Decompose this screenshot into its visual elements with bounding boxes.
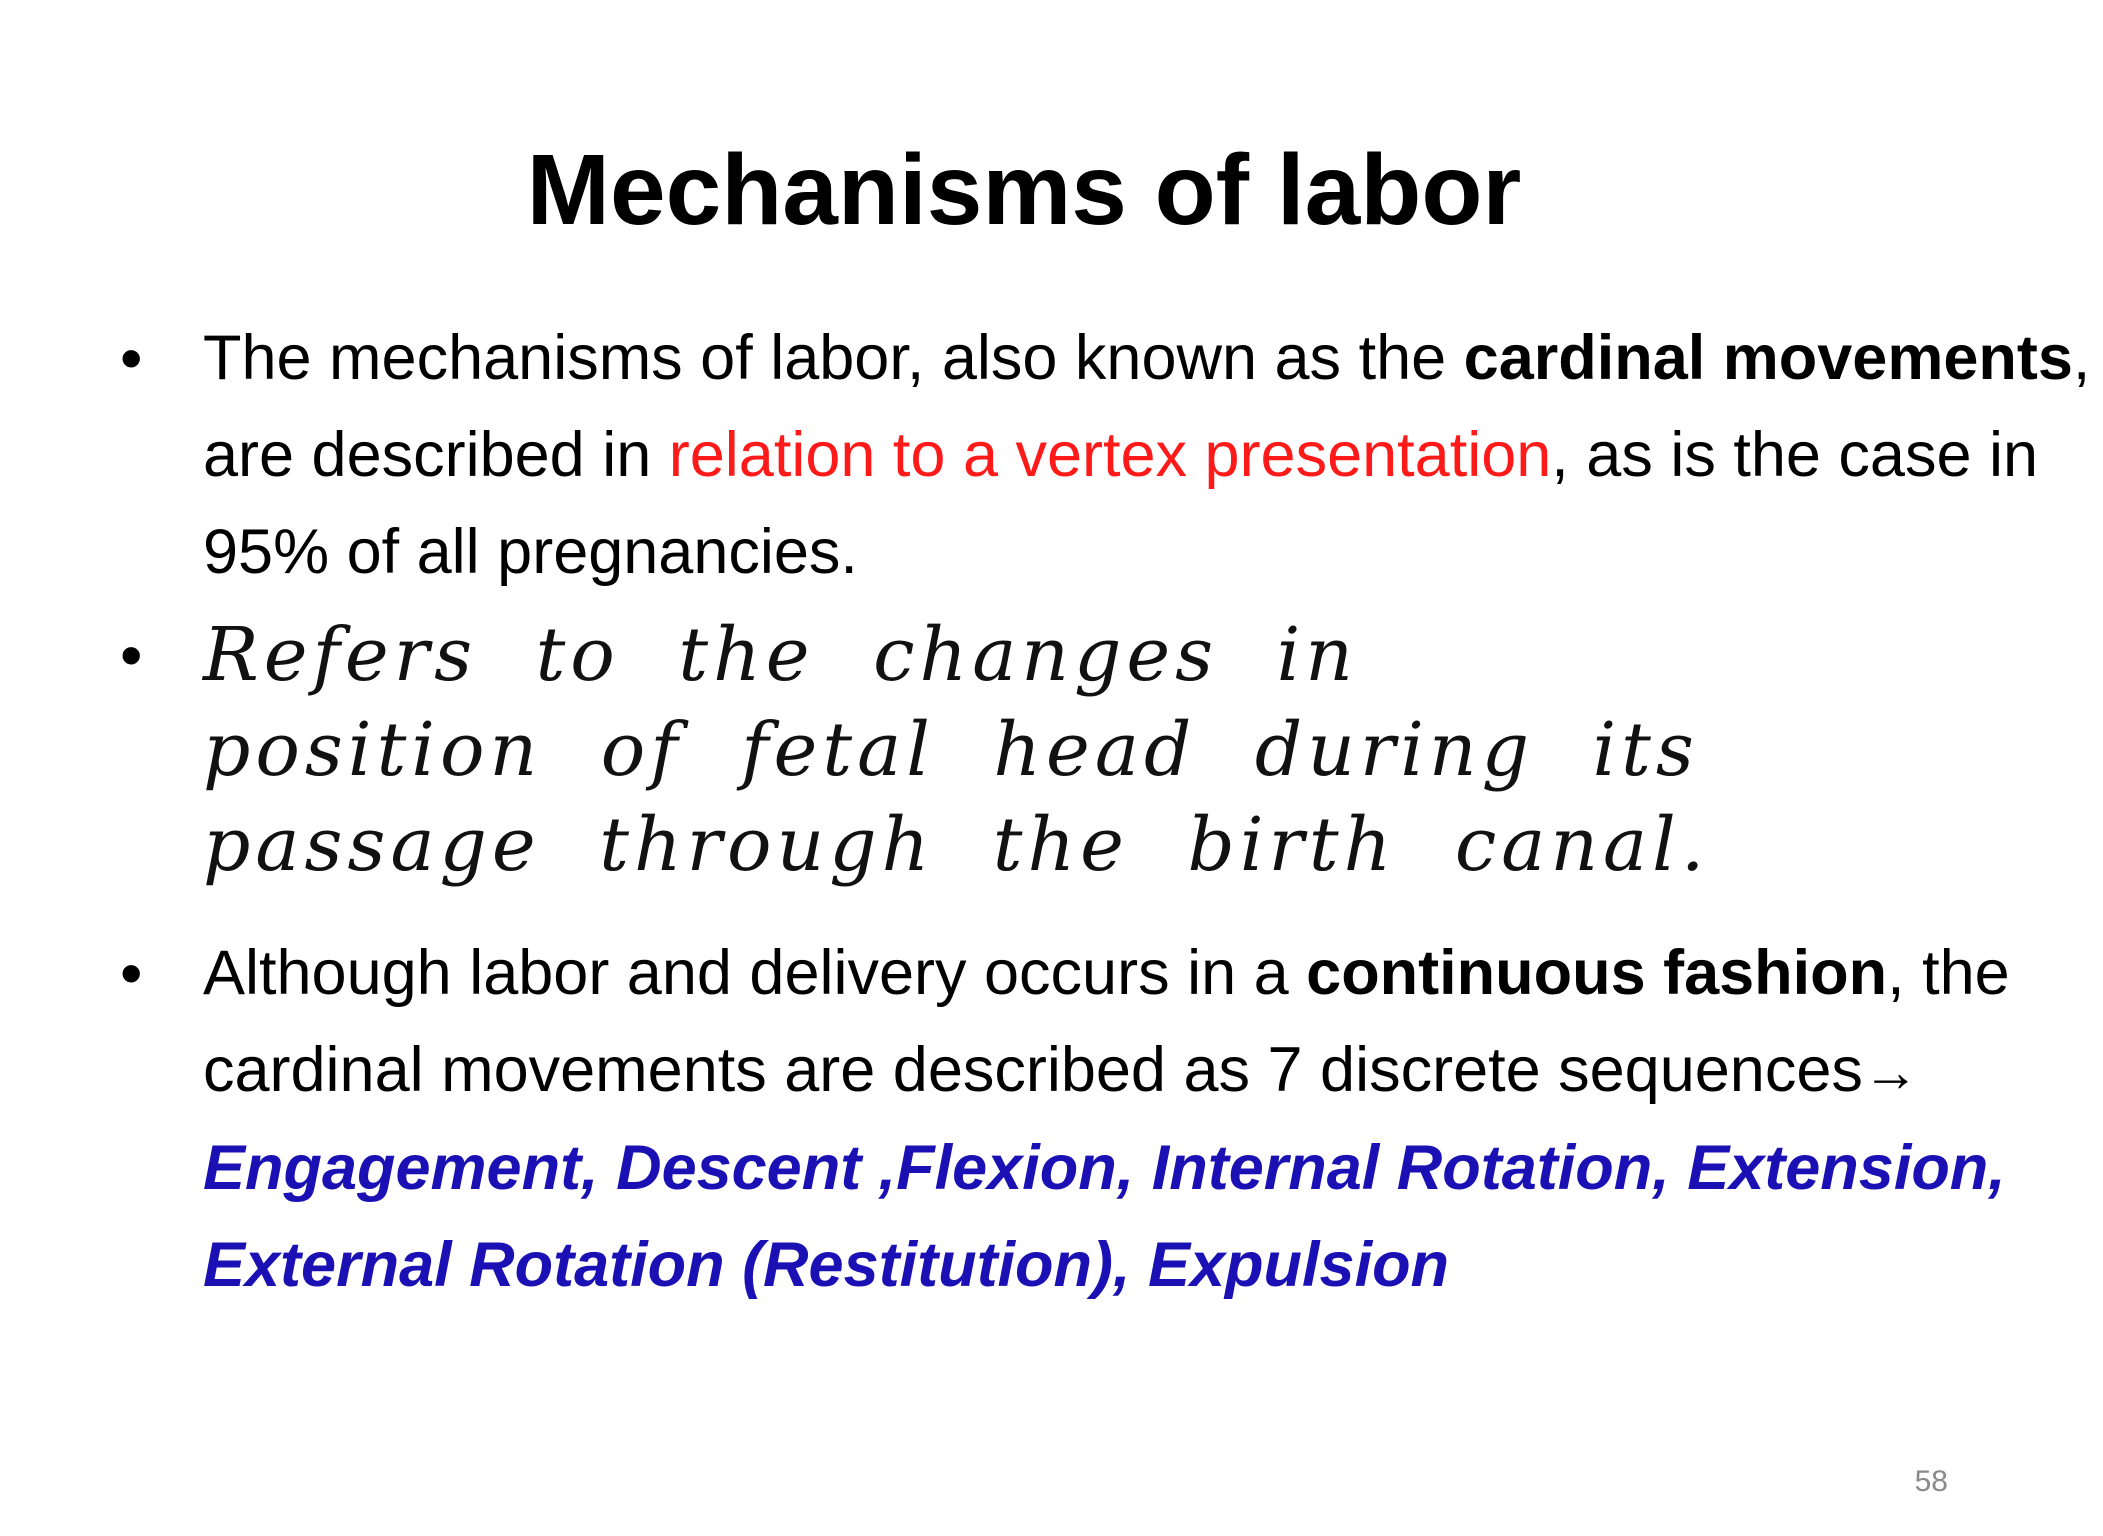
page-number: 58 [1914, 1465, 1948, 1498]
bullet-text-segment: Although labor and delivery occurs in a [203, 938, 1307, 1008]
bullet-text-italic [203, 608, 2103, 893]
red-highlight-vertex-presentation: relation to a vertex presentation [668, 420, 1552, 490]
bullet-text-segment: The mechanisms of labor, also known as the [203, 323, 1464, 393]
slide-title: Mechanisms of labor [526, 134, 1522, 246]
bullet-dot: • [120, 619, 143, 691]
bold-term-cardinal-movements: cardinal movements [1463, 323, 2073, 393]
bullet-text-segment: , the cardinal movements are described as 7 discrete sequences [203, 938, 2010, 1105]
bullet-dot: • [120, 322, 143, 394]
definition-line-3: passage through the birth canal. [203, 802, 1710, 888]
bullet-text [203, 310, 2103, 601]
bullet-text-segment: , as is the case in 95% of all pregnancies. [203, 420, 2039, 587]
bold-term-continuous-fashion: continuous fashion [1306, 938, 1888, 1008]
bullet-text [203, 925, 2103, 1314]
blue-highlight-movement-list: Engagement, Descent ,Flexion, Internal Rotation, Extension, External Rotation (Restitution), Expulsion [203, 1133, 2006, 1300]
right-arrow-icon: → [1862, 1040, 1919, 1103]
definition-line-2: position of fetal head during its [203, 707, 1699, 793]
bullet-text-segment: , are described in [203, 323, 2091, 490]
bullet-dot: • [120, 937, 143, 1009]
definition-line-1: Refers to the changes in [203, 612, 1358, 698]
